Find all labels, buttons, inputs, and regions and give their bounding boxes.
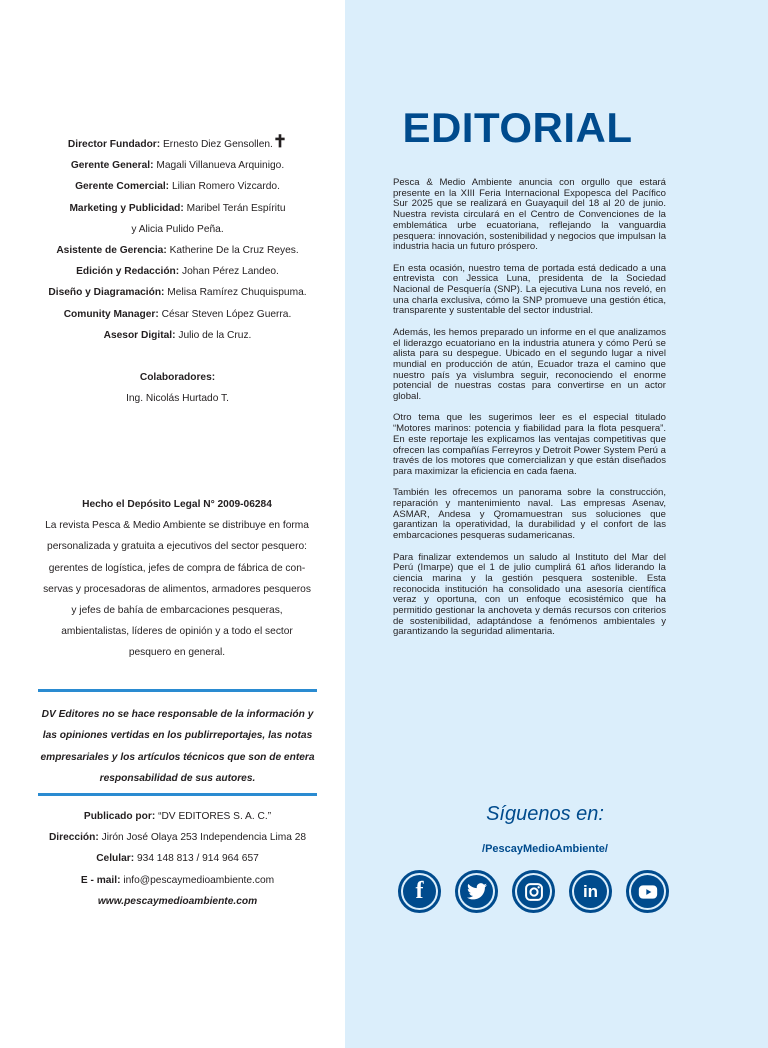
staff-row: Gerente General: Magali Villanueva Arquinigo. xyxy=(70,160,285,172)
follow-heading: Síguenos en: xyxy=(486,803,604,825)
cross-icon: ✝ xyxy=(272,132,288,151)
editorial-paragraph: Para finalizar extendemos un saludo al Instituto del Mar del Perú (Imarpe) que el 1 de julio cumplirá 61 años liderando la ciencia marina y la gestión pesquera sostenible. Esta reconocida institución ha consolidado una asesoría científica veraz y oportuna, con un enfoque ecosistémico que ha permitido gestionar la anchoveta y demás recursos con criterios de sostenibilidad, adaptándose a fenómenos ambientales y garantizando la seguridad alimentaria. xyxy=(393,551,666,638)
legal-line: personalizada y gratuita a ejecutivos del sector pesquero: xyxy=(47,541,307,553)
linkedin-icon[interactable]: in xyxy=(569,870,612,913)
social-handle[interactable]: /PescayMedioAmbiente/ xyxy=(482,843,608,855)
staff-row: Comunity Manager: César Steven López Guerra. xyxy=(63,308,292,320)
phone: Celular: 934 148 813 / 914 964 657 xyxy=(96,853,259,865)
facebook-icon[interactable]: f xyxy=(398,870,441,913)
editorial-title: EDITORIAL xyxy=(402,104,633,151)
staff-row: Edición y Redacción: Johan Pérez Landeo. xyxy=(76,266,279,278)
email-link[interactable]: info@pescaymedioambiente.com xyxy=(123,874,275,886)
divider-bottom xyxy=(38,793,317,796)
legal-line: y jefes de bahía de embarcaciones pesqueras, xyxy=(71,605,283,617)
staff-row: Diseño y Diagramación: Melisa Ramírez Chuquispuma. xyxy=(48,287,307,299)
legal-title: Hecho el Depósito Legal N° 2009-06284 xyxy=(82,499,272,510)
editorial-paragraph: Pesca & Medio Ambiente anuncia con orgullo que estará presente en la XIII Feria Internacional Expopesca del Pacífico Sur 2025 que se realizará en Guayaquil del 18 al 20 de junio. Nuestra revista circulará en el Centro de Convenciones de la emblemática urbe ecuatoriana, reflejando la vanguardia pesquera: innovación, sostenibilidad y negocios que impulsan la industria hacia un futuro próspero. xyxy=(393,177,666,253)
staff-row: Director Fundador: Ernesto Diez Gensollen.✝ xyxy=(67,132,288,151)
legal-line: servas y procesadoras de alimentos, armadores pesqueros xyxy=(43,583,311,595)
collaborators-title: Colaboradores: xyxy=(139,372,216,384)
staff-row: y Alicia Pulido Peña. xyxy=(131,223,224,235)
disclaimer-line: DV Editores no se hace responsable de la información y xyxy=(41,709,314,720)
editorial-body xyxy=(393,178,666,649)
staff-row: Asesor Digital: Julio de la Cruz. xyxy=(103,329,252,341)
disclaimer-line: las opiniones vertidas en los publirreportajes, las notas xyxy=(42,730,313,742)
legal-line: La revista Pesca & Medio Ambiente se distribuye en forma xyxy=(45,520,309,532)
staff-credits xyxy=(30,134,325,409)
disclaimer xyxy=(36,704,319,789)
instagram-icon[interactable] xyxy=(512,870,555,913)
publisher-info xyxy=(30,806,325,912)
collaborator-name: Ing. Nicolás Hurtado T. xyxy=(126,393,229,405)
legal-line: pesquero en general. xyxy=(128,647,226,659)
divider-top xyxy=(38,689,317,692)
legal-line: ambientalistas, líderes de opinión y a todo el sector xyxy=(61,626,293,638)
staff-row: Asistente de Gerencia: Katherine De la Cruz Reyes. xyxy=(56,245,299,257)
published-by: Publicado por: “DV EDITORES S. A. C.” xyxy=(83,811,272,822)
disclaimer-line: responsabilidad de sus autores. xyxy=(99,772,256,784)
legal-line: gerentes de logística, jefes de compra de fábrica de con- xyxy=(48,562,306,574)
staff-row: Gerente Comercial: Lilian Romero Vizcardo. xyxy=(75,181,280,193)
editorial-paragraph: También les ofrecemos un panorama sobre la construcción, reparación y mantenimiento naval. Las empresas Asenav, ASMAR, Andesa y Qromamuestran sus soluciones que garantizan la operatividad, la durabilidad y el confort de las embarcaciones pesqueras sudamericanas. xyxy=(393,487,666,542)
email: E - mail: info@pescaymedioambiente.com xyxy=(80,874,275,886)
editorial-paragraph: Otro tema que les sugerimos leer es el especial titulado “Motores marinos: potencia y fiabilidad para la flota pesquera”. En este reportaje les explicamos las ventajas competitivas que ofrecen las compañías Ferreyros y Detroit Power System Perú a través de los motores que comercializan y que están diseñados para maximizar la eficiencia en cada faena. xyxy=(393,412,666,477)
editorial-paragraph: Además, les hemos preparado un informe en el que analizamos el liderazgo ecuatoriano en la industria atunera y cómo Perú se alista para su despegue. Ubicado en el segundo lugar a nivel mundial en producción de atún, Ecuador traza el camino que nuestro país ya vislumbra seguir, reconociendo el enorme potencial de nuestras costas para convertirse en un actor global. xyxy=(393,326,666,403)
youtube-icon[interactable] xyxy=(626,870,669,913)
editorial-paragraph: En esta ocasión, nuestro tema de portada está dedicado a una entrevista con Jessica Luna, presidenta de la Sociedad Nacional de Pesquería (SNP). La ejecutiva Luna nos reveló, en una charla exclusiva, cómo la SNP promueve una gestión ética, transparente y sustentable del sector industrial. xyxy=(393,262,666,317)
website-link[interactable]: www.pescaymedioambiente.com xyxy=(97,895,258,907)
disclaimer-line: empresariales y los artículos técnicos que son de entera xyxy=(40,751,315,763)
address: Dirección: Jirón José Olaya 253 Independencia Lima 28 xyxy=(48,832,307,844)
staff-row: Marketing y Publicidad: Maribel Terán Espíritu xyxy=(69,202,286,214)
twitter-icon[interactable] xyxy=(455,870,498,913)
legal-deposit xyxy=(36,494,318,664)
social-icons xyxy=(398,870,670,918)
